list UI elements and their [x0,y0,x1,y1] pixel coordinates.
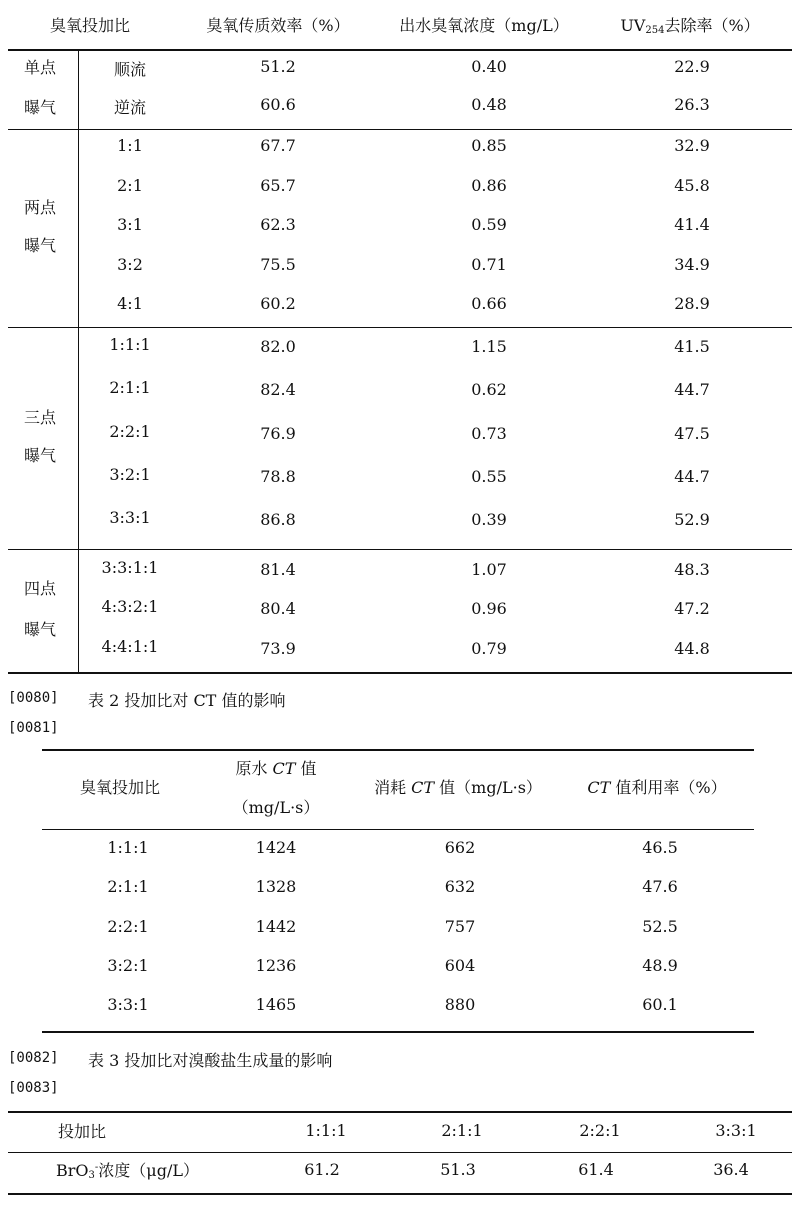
t3-value: 36.4 [713,1160,749,1179]
t1-cell-efficiency: 65.7 [260,176,296,195]
t1-cell-effluent: 1.15 [471,337,507,356]
t2-cell-ratio: 3:2:1 [107,956,149,975]
t2-cell-util: 60.1 [642,995,678,1014]
t2-cell-consumed: 632 [444,877,476,896]
t2-cell-ratio: 2:2:1 [107,917,149,936]
t1-cell-uv: 45.8 [674,176,710,195]
t1-cell-uv: 52.9 [674,510,710,529]
t1-group-label: 曝气 [24,446,57,465]
t2-cell-ratio: 2:1:1 [107,877,149,896]
t1-cell-ratio: 3:3:1 [109,508,151,527]
t2-header-raw-unit: （mg/L·s） [232,798,320,817]
t1-cell-effluent: 0.79 [471,639,507,658]
t1-cell-effluent: 0.55 [471,467,507,486]
t2-cell-raw: 1424 [255,838,297,857]
t1-cell-efficiency: 67.7 [260,136,296,155]
t3-label-ratio: 投加比 [58,1122,107,1141]
table-2-caption: 表 2 投加比对 CT 值的影响 [88,691,286,710]
t1-cell-ratio: 逆流 [113,98,147,117]
t1-cell-efficiency: 73.9 [260,639,296,658]
t1-cell-efficiency: 60.6 [260,95,296,114]
t2-cell-consumed: 757 [444,917,476,936]
t1-group-label: 两点 [24,198,57,217]
t2-cell-util: 52.5 [642,917,678,936]
t2-header-util: CT 值利用率（%） [587,778,727,797]
t3-ratio: 1:1:1 [305,1121,347,1140]
t2-cell-consumed: 880 [444,995,476,1014]
t1-cell-efficiency: 81.4 [260,560,296,579]
t1-cell-uv: 48.3 [674,560,710,579]
t1-cell-ratio: 3:3:1:1 [101,558,159,577]
t1-cell-effluent: 0.39 [471,510,507,529]
t1-cell-efficiency: 62.3 [260,215,296,234]
t2-cell-ratio: 1:1:1 [107,838,149,857]
t1-cell-uv: 41.5 [674,337,710,356]
paragraph-number: [0083] [8,1080,59,1096]
t2-cell-consumed: 662 [444,838,476,857]
t1-cell-uv: 44.7 [674,380,710,399]
t3-value: 61.4 [578,1160,614,1179]
t1-cell-uv: 22.9 [674,57,710,76]
t1-cell-ratio: 2:2:1 [109,422,151,441]
t1-cell-ratio: 1:1:1 [109,335,151,354]
t1-cell-uv: 47.5 [674,424,710,443]
t1-cell-effluent: 0.48 [471,95,507,114]
t1-cell-efficiency: 86.8 [260,510,296,529]
t3-label-bromate: BrO$_3$-浓度（μg/L） [56,1161,199,1181]
t1-header-rule [8,49,792,51]
t2-cell-raw: 1328 [255,877,297,896]
t1-cell-ratio: 3:2 [117,255,143,274]
t1-group-rule [8,327,792,328]
t1-group-label: 四点 [24,579,57,598]
paragraph-number: [0082] [8,1050,59,1066]
t2-header-rule [42,829,754,830]
t1-cell-efficiency: 82.0 [260,337,296,356]
t1-cell-efficiency: 60.2 [260,294,296,313]
t1-cell-efficiency: 78.8 [260,467,296,486]
t2-header-raw: 原水 CT 值 [235,759,317,778]
t1-cell-effluent: 0.40 [471,57,507,76]
t1-cell-ratio: 4:1 [117,294,143,313]
t1-cell-ratio: 4:4:1:1 [101,637,159,656]
t3-mid-rule [8,1152,792,1153]
t1-cell-ratio: 1:1 [117,136,143,155]
t2-top-rule [42,749,754,751]
t1-cell-uv: 28.9 [674,294,710,313]
t1-cell-ratio: 4:3:2:1 [101,597,159,616]
t2-header-ratio: 臭氧投加比 [79,778,161,797]
t3-value: 61.2 [304,1160,340,1179]
t1-cell-efficiency: 51.2 [260,57,296,76]
t1-group-label: 三点 [24,408,57,427]
t3-ratio: 2:2:1 [579,1121,621,1140]
t2-cell-util: 46.5 [642,838,678,857]
t3-ratio: 2:1:1 [441,1121,483,1140]
t2-cell-raw: 1236 [255,956,297,975]
t1-group-label: 曝气 [24,236,57,255]
t1-vertical-rule [78,50,79,672]
t2-cell-ratio: 3:3:1 [107,995,149,1014]
t1-cell-uv: 34.9 [674,255,710,274]
t1-header-effluent: 出水臭氧浓度（mg/L） [399,16,569,35]
table-3-caption: 表 3 投加比对溴酸盐生成量的影响 [88,1051,333,1070]
t2-cell-util: 48.9 [642,956,678,975]
t1-cell-effluent: 0.85 [471,136,507,155]
t1-cell-efficiency: 80.4 [260,599,296,618]
t1-cell-ratio: 顺流 [113,60,147,79]
t1-header-uv: $UV_{254}$去除率（%） [620,16,760,36]
t2-cell-util: 47.6 [642,877,678,896]
t1-header-efficiency: 臭氧传质效率（%） [206,16,350,35]
t1-cell-uv: 44.7 [674,467,710,486]
t1-cell-effluent: 0.96 [471,599,507,618]
t1-cell-uv: 26.3 [674,95,710,114]
t1-group-rule [8,549,792,550]
t1-group-label: 曝气 [24,620,57,639]
t1-cell-efficiency: 75.5 [260,255,296,274]
t3-bottom-rule [8,1193,792,1195]
t1-cell-ratio: 3:1 [117,215,143,234]
t3-value: 51.3 [440,1160,476,1179]
t1-cell-effluent: 0.73 [471,424,507,443]
t1-cell-ratio: 3:2:1 [109,465,151,484]
t1-cell-uv: 44.8 [674,639,710,658]
t3-ratio: 3:3:1 [715,1121,757,1140]
t1-group-rule [8,129,792,130]
t1-cell-effluent: 0.62 [471,380,507,399]
t1-cell-ratio: 2:1:1 [109,378,151,397]
t1-cell-uv: 32.9 [674,136,710,155]
t1-cell-ratio: 2:1 [117,176,143,195]
paragraph-number: [0080] [8,690,59,706]
t1-cell-efficiency: 82.4 [260,380,296,399]
t1-header-ratio: 臭氧投加比 [49,16,131,35]
t1-cell-effluent: 0.86 [471,176,507,195]
t1-cell-effluent: 0.71 [471,255,507,274]
t1-cell-efficiency: 76.9 [260,424,296,443]
t2-cell-raw: 1442 [255,917,297,936]
t3-top-rule [8,1111,792,1113]
t1-cell-effluent: 0.59 [471,215,507,234]
t1-cell-uv: 47.2 [674,599,710,618]
paragraph-number: [0081] [8,720,59,736]
t2-header-consumed: 消耗 CT 值（mg/L·s） [374,778,542,797]
t1-group-label: 单点 [24,58,57,77]
t1-cell-effluent: 0.66 [471,294,507,313]
t1-group-label: 曝气 [24,98,57,117]
t1-cell-effluent: 1.07 [471,560,507,579]
t1-cell-uv: 41.4 [674,215,710,234]
t2-cell-consumed: 604 [444,956,476,975]
t2-cell-raw: 1465 [255,995,297,1014]
t2-bottom-rule [42,1031,754,1033]
t1-bottom-rule [8,672,792,674]
